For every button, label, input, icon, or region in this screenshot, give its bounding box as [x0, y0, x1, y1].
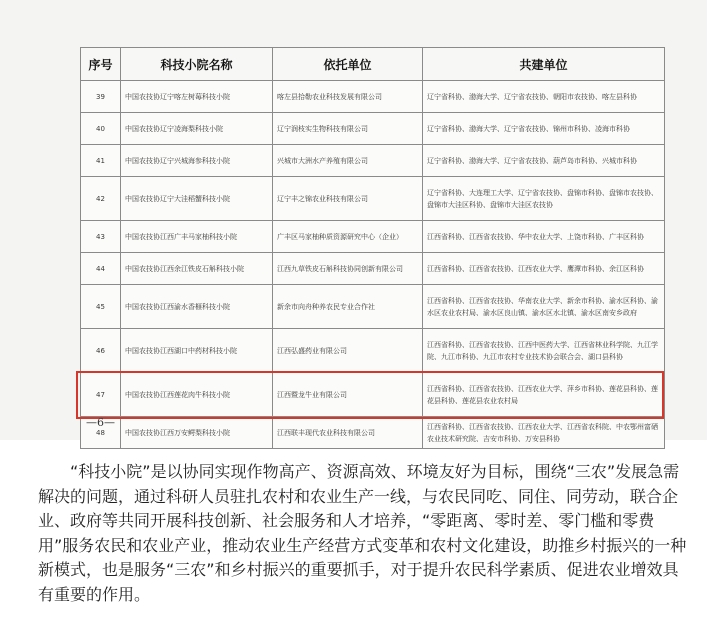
table-row [81, 417, 665, 449]
row-partners: 江西省科协、江西省农技协、江西农业大学、江西省农科院、中农鄂州富硒农业技术研究院、吉安市科协、万安县科协 [423, 417, 665, 449]
row-host: 江西弘盛药业有限公司 [273, 329, 423, 373]
row-host: 广丰区马家柚种质资源研究中心（企业） [273, 221, 423, 253]
row-partners: 江西省科协、江西省农技协、江西中医药大学、江西省林业科学院、九江学院、九江市科协、九江市农村专业技术协会联合会、湖口县科协 [423, 329, 665, 373]
row-host: 江西联丰现代农业科技有限公司 [273, 417, 423, 449]
page-number: —6— [86, 416, 115, 429]
table-row [81, 145, 665, 177]
row-host: 喀左县拾勒农业科技发展有限公司 [273, 81, 423, 113]
header-index: 序号 [81, 48, 121, 81]
row-partners: 江西省科协、江西省农技协、华南农业大学、新余市科协、渝水区科协、渝水区农业农村局、渝水区良山镇、渝水区水北镇、渝水区南安乡政府 [423, 285, 665, 329]
header-host: 依托单位 [273, 48, 423, 81]
row-name: 中国农技协江西渝水香榧科技小院 [121, 285, 273, 329]
row-index: 45 [81, 285, 121, 329]
alliance-table-wrapper [80, 47, 664, 449]
row-host: 辽宁丰之锦农业科技有限公司 [273, 177, 423, 221]
row-partners: 辽宁省科协、渤海大学、辽宁省农技协、锦州市科协、凌海市科协 [423, 113, 665, 145]
table-row [81, 81, 665, 113]
row-index: 44 [81, 253, 121, 285]
table-row-highlighted [81, 373, 665, 417]
row-name: 中国农技协江西余江铁皮石斛科技小院 [121, 253, 273, 285]
row-partners: 辽宁省科协、渤海大学、辽宁省农技协、朝阳市农技协、喀左县科协 [423, 81, 665, 113]
row-host: 新余市向舟种养农民专业合作社 [273, 285, 423, 329]
row-name: 中国农技协辽宁凌海梨科技小院 [121, 113, 273, 145]
row-host: 辽宁润枝实生物科技有限公司 [273, 113, 423, 145]
row-name: 中国农技协辽宁兴城海参科技小院 [121, 145, 273, 177]
table-row [81, 177, 665, 221]
row-name: 中国农技协江西万安鳄梨科技小院 [121, 417, 273, 449]
header-name: 科技小院名称 [121, 48, 273, 81]
table-row [81, 253, 665, 285]
row-name: 中国农技协辽宁大洼稻蟹科技小院 [121, 177, 273, 221]
row-index: 43 [81, 221, 121, 253]
row-index: 41 [81, 145, 121, 177]
row-host: 江西九草铁皮石斛科技协同创新有限公司 [273, 253, 423, 285]
header-partners: 共建单位 [423, 48, 665, 81]
table-header-row [81, 48, 665, 81]
row-name: 中国农技协江西莲花肉牛科技小院 [121, 373, 273, 417]
row-host: 兴城市大洲水产养殖有限公司 [273, 145, 423, 177]
row-partners: 江西省科协、江西省农技协、华中农业大学、上饶市科协、广丰区科协 [423, 221, 665, 253]
row-partners: 江西省科协、江西省农技协、江西农业大学、萍乡市科协、莲花县科协、莲花县科协、莲花县农业农村局 [423, 373, 665, 417]
body-paragraph: “科技小院”是以协同实现作物高产、资源高效、环境友好为目标，围绕“三农”发展急需解决的问题，通过科研人员驻扎农村和农业生产一线，与农民同吃、同住、同劳动，联合企业、政府等共同开展科技创新、社会服务和人才培养，“零距离、零时差、零门槛和零费用”服务农民和农业产业，推动农业生产经营方式变革和农村文化建设，助推乡村振兴的一种新模式，也是服务“三农”和乡村振兴的重要抓手，对于提升农民科学素质、促进农业增效具有重要的作用。 [38, 462, 687, 604]
row-host: 江西暨龙牛业有限公司 [273, 373, 423, 417]
row-index: 48 [81, 417, 121, 449]
row-index: 39 [81, 81, 121, 113]
row-name: 中国农技协辽宁喀左树莓科技小院 [121, 81, 273, 113]
row-partners: 江西省科协、江西省农技协、江西农业大学、鹰潭市科协、余江区科协 [423, 253, 665, 285]
row-index: 40 [81, 113, 121, 145]
row-partners: 辽宁省科协、大连理工大学、辽宁省农技协、盘锦市科协、盘锦市农技协、盘锦市大洼区科协、盘锦市大洼区农技协 [423, 177, 665, 221]
row-name: 中国农技协江西广丰马家柚科技小院 [121, 221, 273, 253]
table-row [81, 285, 665, 329]
row-index: 42 [81, 177, 121, 221]
row-index: 46 [81, 329, 121, 373]
table-row [81, 113, 665, 145]
row-name: 中国农技协江西湖口中药材科技小院 [121, 329, 273, 373]
table-row [81, 329, 665, 373]
row-partners: 辽宁省科协、渤海大学、辽宁省农技协、葫芦岛市科协、兴城市科协 [423, 145, 665, 177]
row-index: 47 [81, 373, 121, 417]
alliance-table [80, 47, 665, 449]
table-row [81, 221, 665, 253]
